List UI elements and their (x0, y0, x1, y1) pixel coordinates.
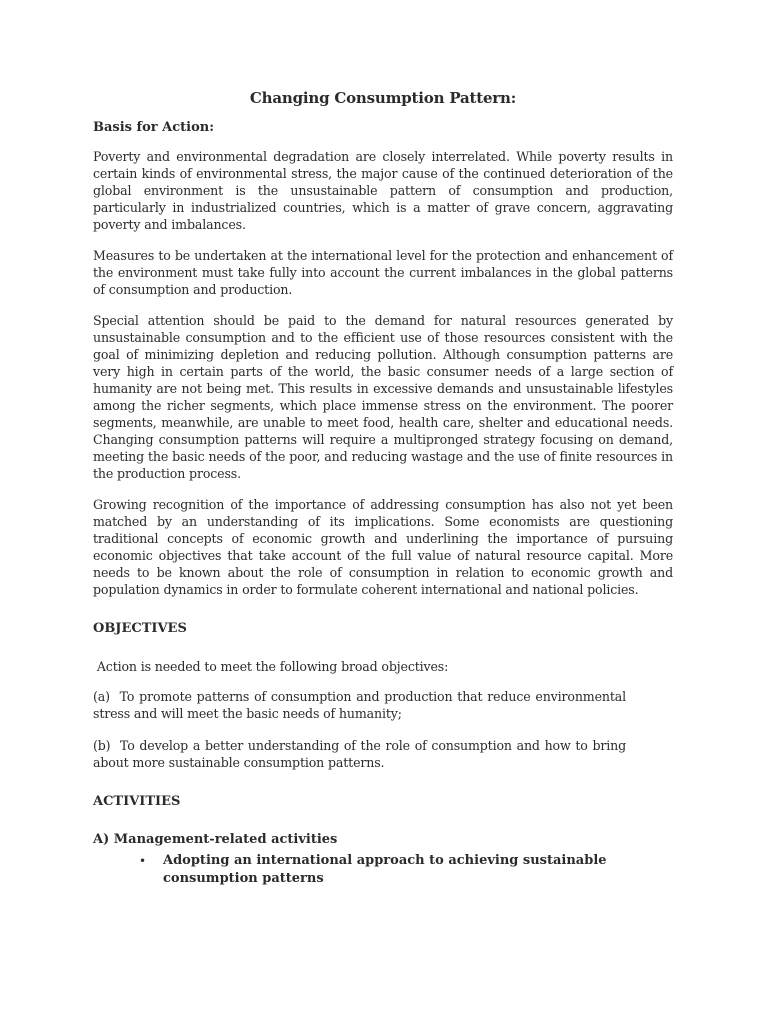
activities-heading: ACTIVITIES (93, 794, 181, 809)
basis-heading: Basis for Action: (93, 120, 215, 135)
paragraph-measures: Measures to be undertaken at the international level for the protection and enhancement of the environment must take fully into account the current imbalances in the global patterns of consumption and production. (93, 248, 673, 297)
bullet-text: Adopting an international approach to achieving sustainable consumption patterns (163, 853, 607, 886)
list-item (139, 852, 609, 888)
objectives-intro: Action is needed to meet the following broad objectives: (93, 659, 449, 674)
paragraph-growing-recognition: Growing recognition of the importance of addressing consumption has also not yet been matched by an understanding of its implications. Some economists are questioning traditional concepts of economic growth and underlining the importance of pursuing economic objectives that take account of the full value of natural resource capital. More needs to be known about the role of consumption in relation to economic growth and population dynamics in order to formulate coherent international and national policies. (93, 497, 673, 597)
paragraph-poverty: Poverty and environmental degradation are closely interrelated. While poverty results in certain kinds of environmental stress, the major cause of the continued deterioration of the global environment is the unsustainable pattern of consumption and production, particularly in industrialized countries, which is a matter of grave concern, aggravating poverty and imbalances. (93, 149, 673, 232)
management-heading: A) Management-related activities (93, 832, 338, 847)
objective-b: (b) To develop a better understanding of the role of consumption and how to bring about more sustainable consumption patterns. (93, 738, 630, 770)
objectives-heading: OBJECTIVES (93, 621, 187, 636)
paragraph-special-attention: Special attention should be paid to the demand for natural resources generated by unsustainable consumption and to the efficient use of those resources consistent with the goal of minimizing depletion and reducing pollution. Although consumption patterns are very high in certain parts of the world, the basic consumer needs of a large section of humanity are not being met. This results in excessive demands and unsustainable lifestyles among the richer segments, which place immense stress on the environment. The poorer segments, meanwhile, are unable to meet food, health care, shelter and educational needs. Changing consumption patterns will require a multipronged strategy focusing on demand, meeting the basic needs of the poor, and reducing wastage and the use of finite resources in the production process. (93, 313, 673, 481)
document-page (93, 88, 673, 888)
objective-a: (a) To promote patterns of consumption and production that reduce environmental stress and will meet the basic needs of humanity; (93, 689, 630, 721)
bullet-icon: • (139, 854, 147, 868)
page-title: Changing Consumption Pattern: (249, 89, 517, 107)
